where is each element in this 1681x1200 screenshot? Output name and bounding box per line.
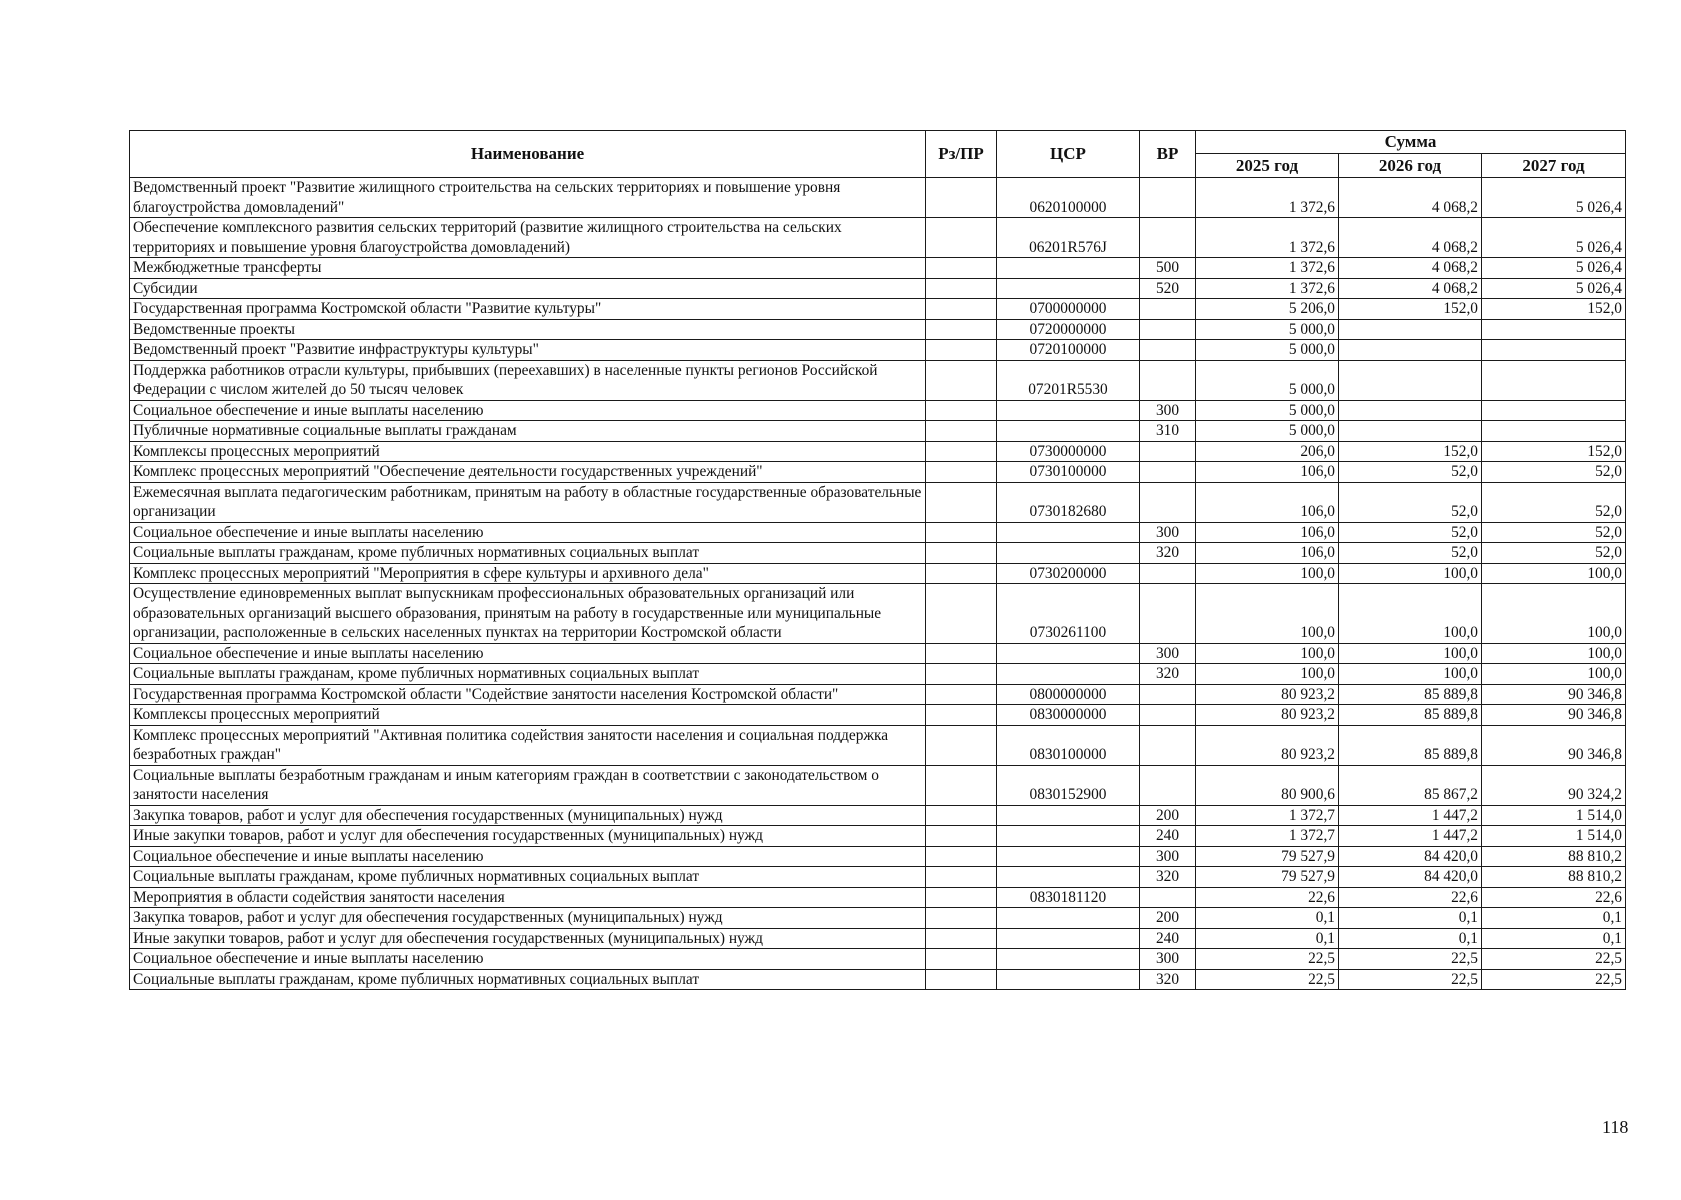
cell-name: Социальное обеспечение и иные выплаты населению: [130, 522, 926, 543]
cell-name: Ежемесячная выплата педагогическим работникам, принятым на работу в областные государственные образовательные организации: [130, 482, 926, 522]
header-vr: ВР: [1140, 131, 1196, 178]
cell-vr: 320: [1140, 664, 1196, 685]
table-row: [130, 421, 1626, 442]
cell-rzpr: [926, 805, 997, 826]
cell-name: Ведомственный проект "Развитие инфраструктуры культуры": [130, 340, 926, 361]
cell-2026: 52,0: [1339, 522, 1482, 543]
cell-2027: 22,5: [1482, 949, 1626, 970]
table-row: [130, 928, 1626, 949]
cell-2025: 1 372,7: [1196, 805, 1339, 826]
cell-2027: 22,5: [1482, 969, 1626, 990]
cell-2025: 5 000,0: [1196, 360, 1339, 400]
cell-2026: 52,0: [1339, 462, 1482, 483]
table-row: [130, 360, 1626, 400]
cell-2027: 22,6: [1482, 887, 1626, 908]
cell-rzpr: [926, 360, 997, 400]
cell-2025: 100,0: [1196, 643, 1339, 664]
cell-2027: [1482, 340, 1626, 361]
cell-rzpr: [926, 867, 997, 888]
cell-2027: 1 514,0: [1482, 805, 1626, 826]
table-row: [130, 522, 1626, 543]
cell-2025: 80 923,2: [1196, 725, 1339, 765]
cell-2027: 152,0: [1482, 441, 1626, 462]
cell-name: Ведомственный проект "Развитие жилищного строительства на сельских территориях и повышение уровня благоустройства домовладений": [130, 178, 926, 218]
cell-rzpr: [926, 522, 997, 543]
cell-name: Социальные выплаты гражданам, кроме публичных нормативных социальных выплат: [130, 543, 926, 564]
table-row: [130, 867, 1626, 888]
cell-2025: 100,0: [1196, 584, 1339, 644]
cell-2026: 0,1: [1339, 908, 1482, 929]
table-row: [130, 887, 1626, 908]
table-row: [130, 969, 1626, 990]
cell-2025: 106,0: [1196, 462, 1339, 483]
cell-csr: 0720100000: [997, 340, 1140, 361]
cell-2026: 84 420,0: [1339, 867, 1482, 888]
table-row: [130, 705, 1626, 726]
cell-name: Комплекс процессных мероприятий "Мероприятия в сфере культуры и архивного дела": [130, 563, 926, 584]
cell-2027: 100,0: [1482, 664, 1626, 685]
cell-vr: 300: [1140, 400, 1196, 421]
table-row: [130, 441, 1626, 462]
table-row: [130, 765, 1626, 805]
cell-2025: 5 000,0: [1196, 400, 1339, 421]
cell-vr: [1140, 218, 1196, 258]
cell-rzpr: [926, 340, 997, 361]
cell-rzpr: [926, 462, 997, 483]
table-row: [130, 949, 1626, 970]
cell-rzpr: [926, 765, 997, 805]
cell-vr: [1140, 441, 1196, 462]
cell-csr: 0620100000: [997, 178, 1140, 218]
table-body: [130, 178, 1626, 990]
cell-name: Обеспечение комплексного развития сельских территорий (развитие жилищного строительства на сельских территориях и повышение уровня благоустройства домовладений): [130, 218, 926, 258]
cell-csr: 0730000000: [997, 441, 1140, 462]
cell-2027: 100,0: [1482, 563, 1626, 584]
cell-csr: [997, 643, 1140, 664]
cell-rzpr: [926, 441, 997, 462]
table-header: [130, 131, 1626, 178]
cell-csr: 0830000000: [997, 705, 1140, 726]
table-row: [130, 482, 1626, 522]
cell-2026: 22,6: [1339, 887, 1482, 908]
cell-rzpr: [926, 684, 997, 705]
cell-csr: [997, 908, 1140, 929]
header-csr: ЦСР: [997, 131, 1140, 178]
cell-csr: 0830181120: [997, 887, 1140, 908]
cell-vr: [1140, 725, 1196, 765]
cell-2026: 152,0: [1339, 299, 1482, 320]
header-year-2026: 2026 год: [1339, 154, 1482, 178]
cell-csr: [997, 258, 1140, 279]
cell-rzpr: [926, 178, 997, 218]
cell-csr: 0800000000: [997, 684, 1140, 705]
cell-csr: [997, 543, 1140, 564]
cell-2026: 85 889,8: [1339, 705, 1482, 726]
cell-rzpr: [926, 400, 997, 421]
cell-2025: 1 372,6: [1196, 178, 1339, 218]
table-row: [130, 563, 1626, 584]
cell-2027: 52,0: [1482, 522, 1626, 543]
cell-name: Социальные выплаты безработным гражданам и иным категориям граждан в соответствии с законодательством о занятости населения: [130, 765, 926, 805]
cell-2026: 84 420,0: [1339, 846, 1482, 867]
cell-rzpr: [926, 705, 997, 726]
header-rzpr: Рз/ПР: [926, 131, 997, 178]
cell-rzpr: [926, 664, 997, 685]
cell-name: Межбюджетные трансферты: [130, 258, 926, 279]
cell-vr: [1140, 299, 1196, 320]
cell-csr: [997, 400, 1140, 421]
cell-2025: 5 206,0: [1196, 299, 1339, 320]
cell-name: Социальное обеспечение и иные выплаты населению: [130, 400, 926, 421]
cell-vr: 300: [1140, 522, 1196, 543]
cell-csr: [997, 278, 1140, 299]
cell-vr: [1140, 340, 1196, 361]
cell-2026: 100,0: [1339, 643, 1482, 664]
cell-name: Социальные выплаты гражданам, кроме публичных нормативных социальных выплат: [130, 867, 926, 888]
table-row: [130, 725, 1626, 765]
cell-csr: [997, 949, 1140, 970]
cell-name: Социальные выплаты гражданам, кроме публичных нормативных социальных выплат: [130, 664, 926, 685]
cell-csr: 06201R576J: [997, 218, 1140, 258]
cell-rzpr: [926, 421, 997, 442]
cell-vr: [1140, 178, 1196, 218]
cell-rzpr: [926, 584, 997, 644]
cell-2027: 0,1: [1482, 928, 1626, 949]
cell-rzpr: [926, 218, 997, 258]
cell-csr: 0830100000: [997, 725, 1140, 765]
cell-csr: 0720000000: [997, 319, 1140, 340]
cell-2025: 1 372,7: [1196, 826, 1339, 847]
cell-rzpr: [926, 969, 997, 990]
cell-vr: 320: [1140, 969, 1196, 990]
cell-2027: [1482, 421, 1626, 442]
cell-vr: 200: [1140, 805, 1196, 826]
cell-name: Государственная программа Костромской области "Развитие культуры": [130, 299, 926, 320]
cell-2025: 79 527,9: [1196, 846, 1339, 867]
cell-csr: 0730261100: [997, 584, 1140, 644]
table-row: [130, 319, 1626, 340]
cell-vr: [1140, 360, 1196, 400]
table-row: [130, 299, 1626, 320]
table-row: [130, 584, 1626, 644]
cell-2025: 5 000,0: [1196, 340, 1339, 361]
cell-name: Социальное обеспечение и иные выплаты населению: [130, 949, 926, 970]
cell-2025: 80 900,6: [1196, 765, 1339, 805]
cell-2027: 52,0: [1482, 482, 1626, 522]
cell-2025: 0,1: [1196, 928, 1339, 949]
cell-2027: 52,0: [1482, 462, 1626, 483]
cell-2026: 22,5: [1339, 949, 1482, 970]
cell-vr: [1140, 887, 1196, 908]
cell-2026: [1339, 319, 1482, 340]
cell-vr: 300: [1140, 949, 1196, 970]
cell-rzpr: [926, 949, 997, 970]
cell-2027: [1482, 400, 1626, 421]
table-row: [130, 826, 1626, 847]
cell-vr: 520: [1140, 278, 1196, 299]
cell-2025: 1 372,6: [1196, 218, 1339, 258]
cell-2026: 85 889,8: [1339, 684, 1482, 705]
cell-2027: 100,0: [1482, 584, 1626, 644]
table-row: [130, 278, 1626, 299]
cell-2026: 4 068,2: [1339, 218, 1482, 258]
cell-csr: [997, 867, 1140, 888]
table-row: [130, 664, 1626, 685]
cell-csr: 0700000000: [997, 299, 1140, 320]
cell-2027: 5 026,4: [1482, 178, 1626, 218]
cell-csr: 0730100000: [997, 462, 1140, 483]
cell-rzpr: [926, 725, 997, 765]
cell-rzpr: [926, 887, 997, 908]
cell-csr: [997, 928, 1140, 949]
cell-name: Осуществление единовременных выплат выпускникам профессиональных образовательных организаций или образовательных организаций высшего образования, принятым на работу в государственные или муниципальные организации, расположенные в сельских населенных пунктах на территории Костромской области: [130, 584, 926, 644]
cell-rzpr: [926, 928, 997, 949]
cell-vr: [1140, 319, 1196, 340]
cell-vr: 310: [1140, 421, 1196, 442]
cell-2025: 106,0: [1196, 522, 1339, 543]
cell-2027: 90 346,8: [1482, 705, 1626, 726]
cell-2027: 90 346,8: [1482, 725, 1626, 765]
cell-2026: 22,5: [1339, 969, 1482, 990]
cell-vr: 320: [1140, 543, 1196, 564]
cell-rzpr: [926, 826, 997, 847]
cell-vr: [1140, 684, 1196, 705]
cell-2025: 0,1: [1196, 908, 1339, 929]
cell-2026: 1 447,2: [1339, 805, 1482, 826]
cell-2026: [1339, 421, 1482, 442]
header-name: Наименование: [130, 131, 926, 178]
cell-vr: [1140, 765, 1196, 805]
cell-name: Комплекс процессных мероприятий "Активная политика содействия занятости населения и социальная поддержка безработных граждан": [130, 725, 926, 765]
cell-csr: 0730182680: [997, 482, 1140, 522]
cell-2026: 85 889,8: [1339, 725, 1482, 765]
cell-2026: 100,0: [1339, 584, 1482, 644]
cell-vr: 320: [1140, 867, 1196, 888]
cell-2026: 52,0: [1339, 543, 1482, 564]
cell-2025: 22,5: [1196, 969, 1339, 990]
cell-2026: 152,0: [1339, 441, 1482, 462]
cell-2027: 88 810,2: [1482, 867, 1626, 888]
table-row: [130, 908, 1626, 929]
cell-2027: [1482, 360, 1626, 400]
cell-2025: 106,0: [1196, 482, 1339, 522]
cell-csr: 07201R5530: [997, 360, 1140, 400]
cell-rzpr: [926, 908, 997, 929]
cell-vr: 300: [1140, 846, 1196, 867]
cell-rzpr: [926, 319, 997, 340]
cell-name: Мероприятия в области содействия занятости населения: [130, 887, 926, 908]
cell-name: Поддержка работников отрасли культуры, прибывших (переехавших) в населенные пункты регионов Российской Федерации с числом жителей до 50 тысяч человек: [130, 360, 926, 400]
cell-csr: [997, 805, 1140, 826]
cell-name: Государственная программа Костромской области "Содействие занятости населения Костромской области": [130, 684, 926, 705]
table-row: [130, 805, 1626, 826]
cell-2025: 79 527,9: [1196, 867, 1339, 888]
cell-csr: [997, 522, 1140, 543]
cell-csr: 0730200000: [997, 563, 1140, 584]
cell-rzpr: [926, 543, 997, 564]
cell-2026: 52,0: [1339, 482, 1482, 522]
cell-2027: 5 026,4: [1482, 218, 1626, 258]
cell-2026: 4 068,2: [1339, 178, 1482, 218]
cell-name: Иные закупки товаров, работ и услуг для обеспечения государственных (муниципальных) нужд: [130, 826, 926, 847]
cell-2027: 100,0: [1482, 643, 1626, 664]
cell-csr: [997, 664, 1140, 685]
cell-2025: 22,5: [1196, 949, 1339, 970]
cell-2026: 4 068,2: [1339, 278, 1482, 299]
cell-2026: [1339, 400, 1482, 421]
cell-2027: 52,0: [1482, 543, 1626, 564]
cell-2025: 100,0: [1196, 563, 1339, 584]
cell-name: Социальное обеспечение и иные выплаты населению: [130, 643, 926, 664]
cell-2027: 5 026,4: [1482, 258, 1626, 279]
cell-2026: 4 068,2: [1339, 258, 1482, 279]
table-row: [130, 462, 1626, 483]
cell-2025: 1 372,6: [1196, 278, 1339, 299]
cell-rzpr: [926, 299, 997, 320]
table-row: [130, 218, 1626, 258]
cell-vr: [1140, 462, 1196, 483]
cell-2025: 80 923,2: [1196, 684, 1339, 705]
cell-2026: 1 447,2: [1339, 826, 1482, 847]
table-row: [130, 684, 1626, 705]
cell-2027: 88 810,2: [1482, 846, 1626, 867]
cell-vr: 240: [1140, 928, 1196, 949]
cell-rzpr: [926, 643, 997, 664]
cell-name: Закупка товаров, работ и услуг для обеспечения государственных (муниципальных) нужд: [130, 908, 926, 929]
cell-vr: 500: [1140, 258, 1196, 279]
header-year-2025: 2025 год: [1196, 154, 1339, 178]
cell-name: Социальные выплаты гражданам, кроме публичных нормативных социальных выплат: [130, 969, 926, 990]
cell-csr: [997, 826, 1140, 847]
cell-2025: 5 000,0: [1196, 319, 1339, 340]
cell-2027: [1482, 319, 1626, 340]
cell-2026: 0,1: [1339, 928, 1482, 949]
cell-name: Комплекс процессных мероприятий "Обеспечение деятельности государственных учреждений": [130, 462, 926, 483]
cell-name: Социальное обеспечение и иные выплаты населению: [130, 846, 926, 867]
cell-name: Публичные нормативные социальные выплаты гражданам: [130, 421, 926, 442]
cell-2026: [1339, 360, 1482, 400]
cell-rzpr: [926, 278, 997, 299]
cell-name: Закупка товаров, работ и услуг для обеспечения государственных (муниципальных) нужд: [130, 805, 926, 826]
header-sum: Сумма: [1196, 131, 1626, 154]
cell-vr: [1140, 482, 1196, 522]
cell-2025: 206,0: [1196, 441, 1339, 462]
table-row: [130, 643, 1626, 664]
cell-2026: 100,0: [1339, 563, 1482, 584]
cell-2025: 22,6: [1196, 887, 1339, 908]
cell-rzpr: [926, 846, 997, 867]
cell-2027: 90 346,8: [1482, 684, 1626, 705]
cell-2026: 100,0: [1339, 664, 1482, 685]
table-row: [130, 258, 1626, 279]
cell-rzpr: [926, 258, 997, 279]
table-row: [130, 340, 1626, 361]
cell-csr: [997, 969, 1140, 990]
cell-2025: 100,0: [1196, 664, 1339, 685]
cell-vr: [1140, 584, 1196, 644]
cell-csr: [997, 846, 1140, 867]
cell-name: Комплексы процессных мероприятий: [130, 705, 926, 726]
cell-2025: 106,0: [1196, 543, 1339, 564]
cell-2027: 5 026,4: [1482, 278, 1626, 299]
table-row: [130, 178, 1626, 218]
cell-vr: 240: [1140, 826, 1196, 847]
cell-name: Субсидии: [130, 278, 926, 299]
cell-csr: 0830152900: [997, 765, 1140, 805]
page-number: 118: [1602, 1117, 1629, 1137]
header-year-2027: 2027 год: [1482, 154, 1626, 178]
cell-2025: 1 372,6: [1196, 258, 1339, 279]
cell-2026: [1339, 340, 1482, 361]
cell-rzpr: [926, 563, 997, 584]
cell-2027: 90 324,2: [1482, 765, 1626, 805]
cell-2025: 80 923,2: [1196, 705, 1339, 726]
cell-vr: 300: [1140, 643, 1196, 664]
cell-2026: 85 867,2: [1339, 765, 1482, 805]
cell-name: Иные закупки товаров, работ и услуг для обеспечения государственных (муниципальных) нужд: [130, 928, 926, 949]
cell-csr: [997, 421, 1140, 442]
table-row: [130, 543, 1626, 564]
cell-2027: 152,0: [1482, 299, 1626, 320]
cell-vr: [1140, 563, 1196, 584]
table-row: [130, 846, 1626, 867]
cell-2025: 5 000,0: [1196, 421, 1339, 442]
cell-2027: 1 514,0: [1482, 826, 1626, 847]
cell-name: Ведомственные проекты: [130, 319, 926, 340]
cell-vr: [1140, 705, 1196, 726]
cell-name: Комплексы процессных мероприятий: [130, 441, 926, 462]
budget-table: [129, 130, 1626, 990]
cell-2027: 0,1: [1482, 908, 1626, 929]
cell-vr: 200: [1140, 908, 1196, 929]
cell-rzpr: [926, 482, 997, 522]
table-row: [130, 400, 1626, 421]
